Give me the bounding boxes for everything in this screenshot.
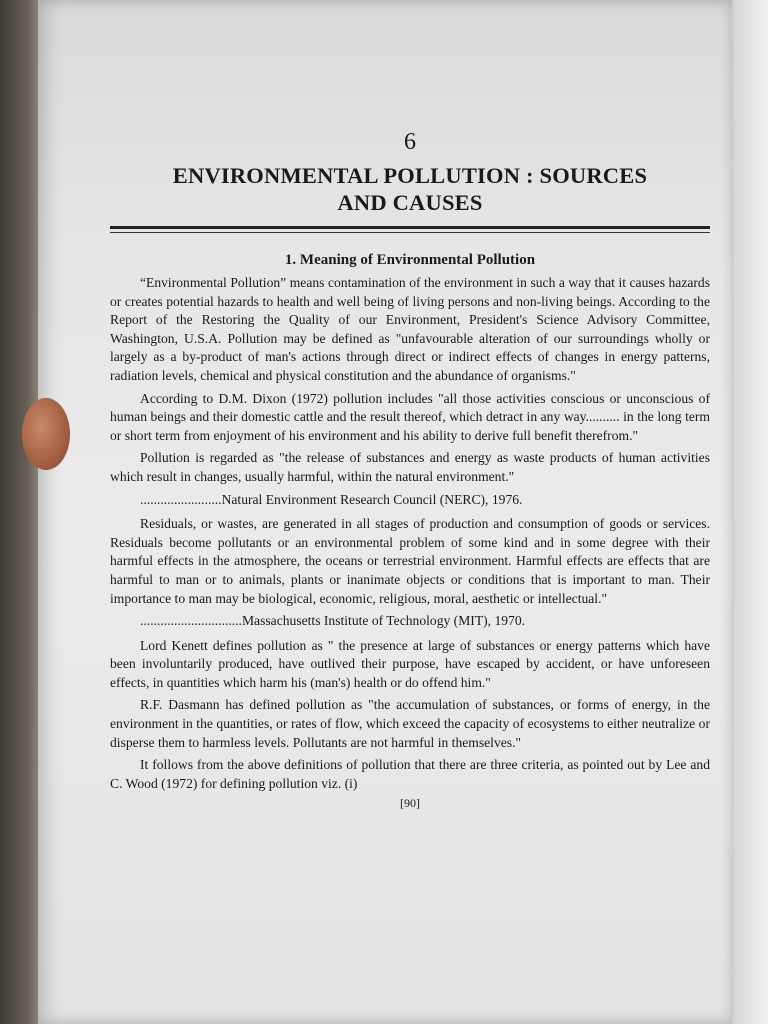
paragraph-definition: “Environmental Pollution” means contamination of the environment in such a way that it causes hazards or creates potential hazards to health and well being of living persons and non-living beings. According to the Report of the Restoring the Quality of our Environment, President's Science Advisory Committee, Washington, U.S.A. Pollution may be defined as "unfavourable alteration of our surroundings wholly or largely as a by-product of man's actions through direct or indirect effects of changes in energy patterns, radiation levels, chemical and physical constitution and the abundance of organisms." [110, 275, 710, 383]
background-left [0, 0, 40, 1024]
paragraph-residuals: Residuals, or wastes, are generated in all stages of production and consumption of goods or services. Residuals become pollutants or an environmental problem of some kind and in some degree with their harmful effects in the atmosphere, the oceans or terrestrial environment. Harmful effects are effects that are harmful to man or to animals, plants or inanimate objects or conditions that is important to man. Their importance to man may be biological, economic, religious, moral, aesthetic or intellectual." [110, 516, 710, 606]
paragraph-nerc: Pollution is regarded as "the release of substances and energy as waste products of human activities which result in changes, usually harmful, within the natural environment." [110, 450, 710, 484]
chapter-title-line1: ENVIRONMENTAL POLLUTION : SOURCES [172, 163, 648, 188]
citation-nerc: ........................Natural Environment Research Council (NERC), 1976. [140, 491, 523, 507]
page-number: [90] [400, 796, 420, 811]
paragraph-criteria: It follows from the above definitions of pollution that there are three criteria, as pointed out by Lee and C. Wood (1972) for defining pollution viz. (i) [110, 757, 710, 791]
section-heading: 1. Meaning of Environmental Pollution [284, 252, 536, 268]
paragraph-kenett: Lord Kenett defines pollution as " the presence at large of substances or energy patterns which have been involuntarily produced, have outlived their purpose, have escaped by accident, or have unforeseen effects, in quantities which harm his (man's) health or do offend him." [110, 637, 710, 690]
page-content [110, 128, 710, 811]
citation-mit: ..............................Massachusetts Institute of Technology (MIT), 1970. [140, 613, 526, 629]
paragraph-dixon: According to D.M. Dixon (1972) pollution includes "all those activities conscious or unconscious of human beings and their domestic cattle and the result thereof, which detract in any way.......... in the long term or short term from enjoyment of his environment and his ability to derive full benefit therefrom." [110, 390, 710, 443]
title-rule-thin [110, 232, 710, 233]
chapter-title-line2: AND CAUSES [337, 190, 483, 215]
title-rule-thick [110, 226, 710, 229]
chapter-number: 6 [404, 129, 416, 155]
thumb [22, 398, 70, 470]
chapter-title [110, 162, 710, 216]
paragraph-dasmann: R.F. Dasmann has defined pollution as "the accumulation of substances, or forms of energy, in the environment in the quantities, or rates of flow, which exceed the capacity of ecosystems to either neutralize or disperse them to harmless levels. Pollutants are not harmful in themselves." [110, 697, 710, 750]
book-page [38, 0, 732, 1024]
